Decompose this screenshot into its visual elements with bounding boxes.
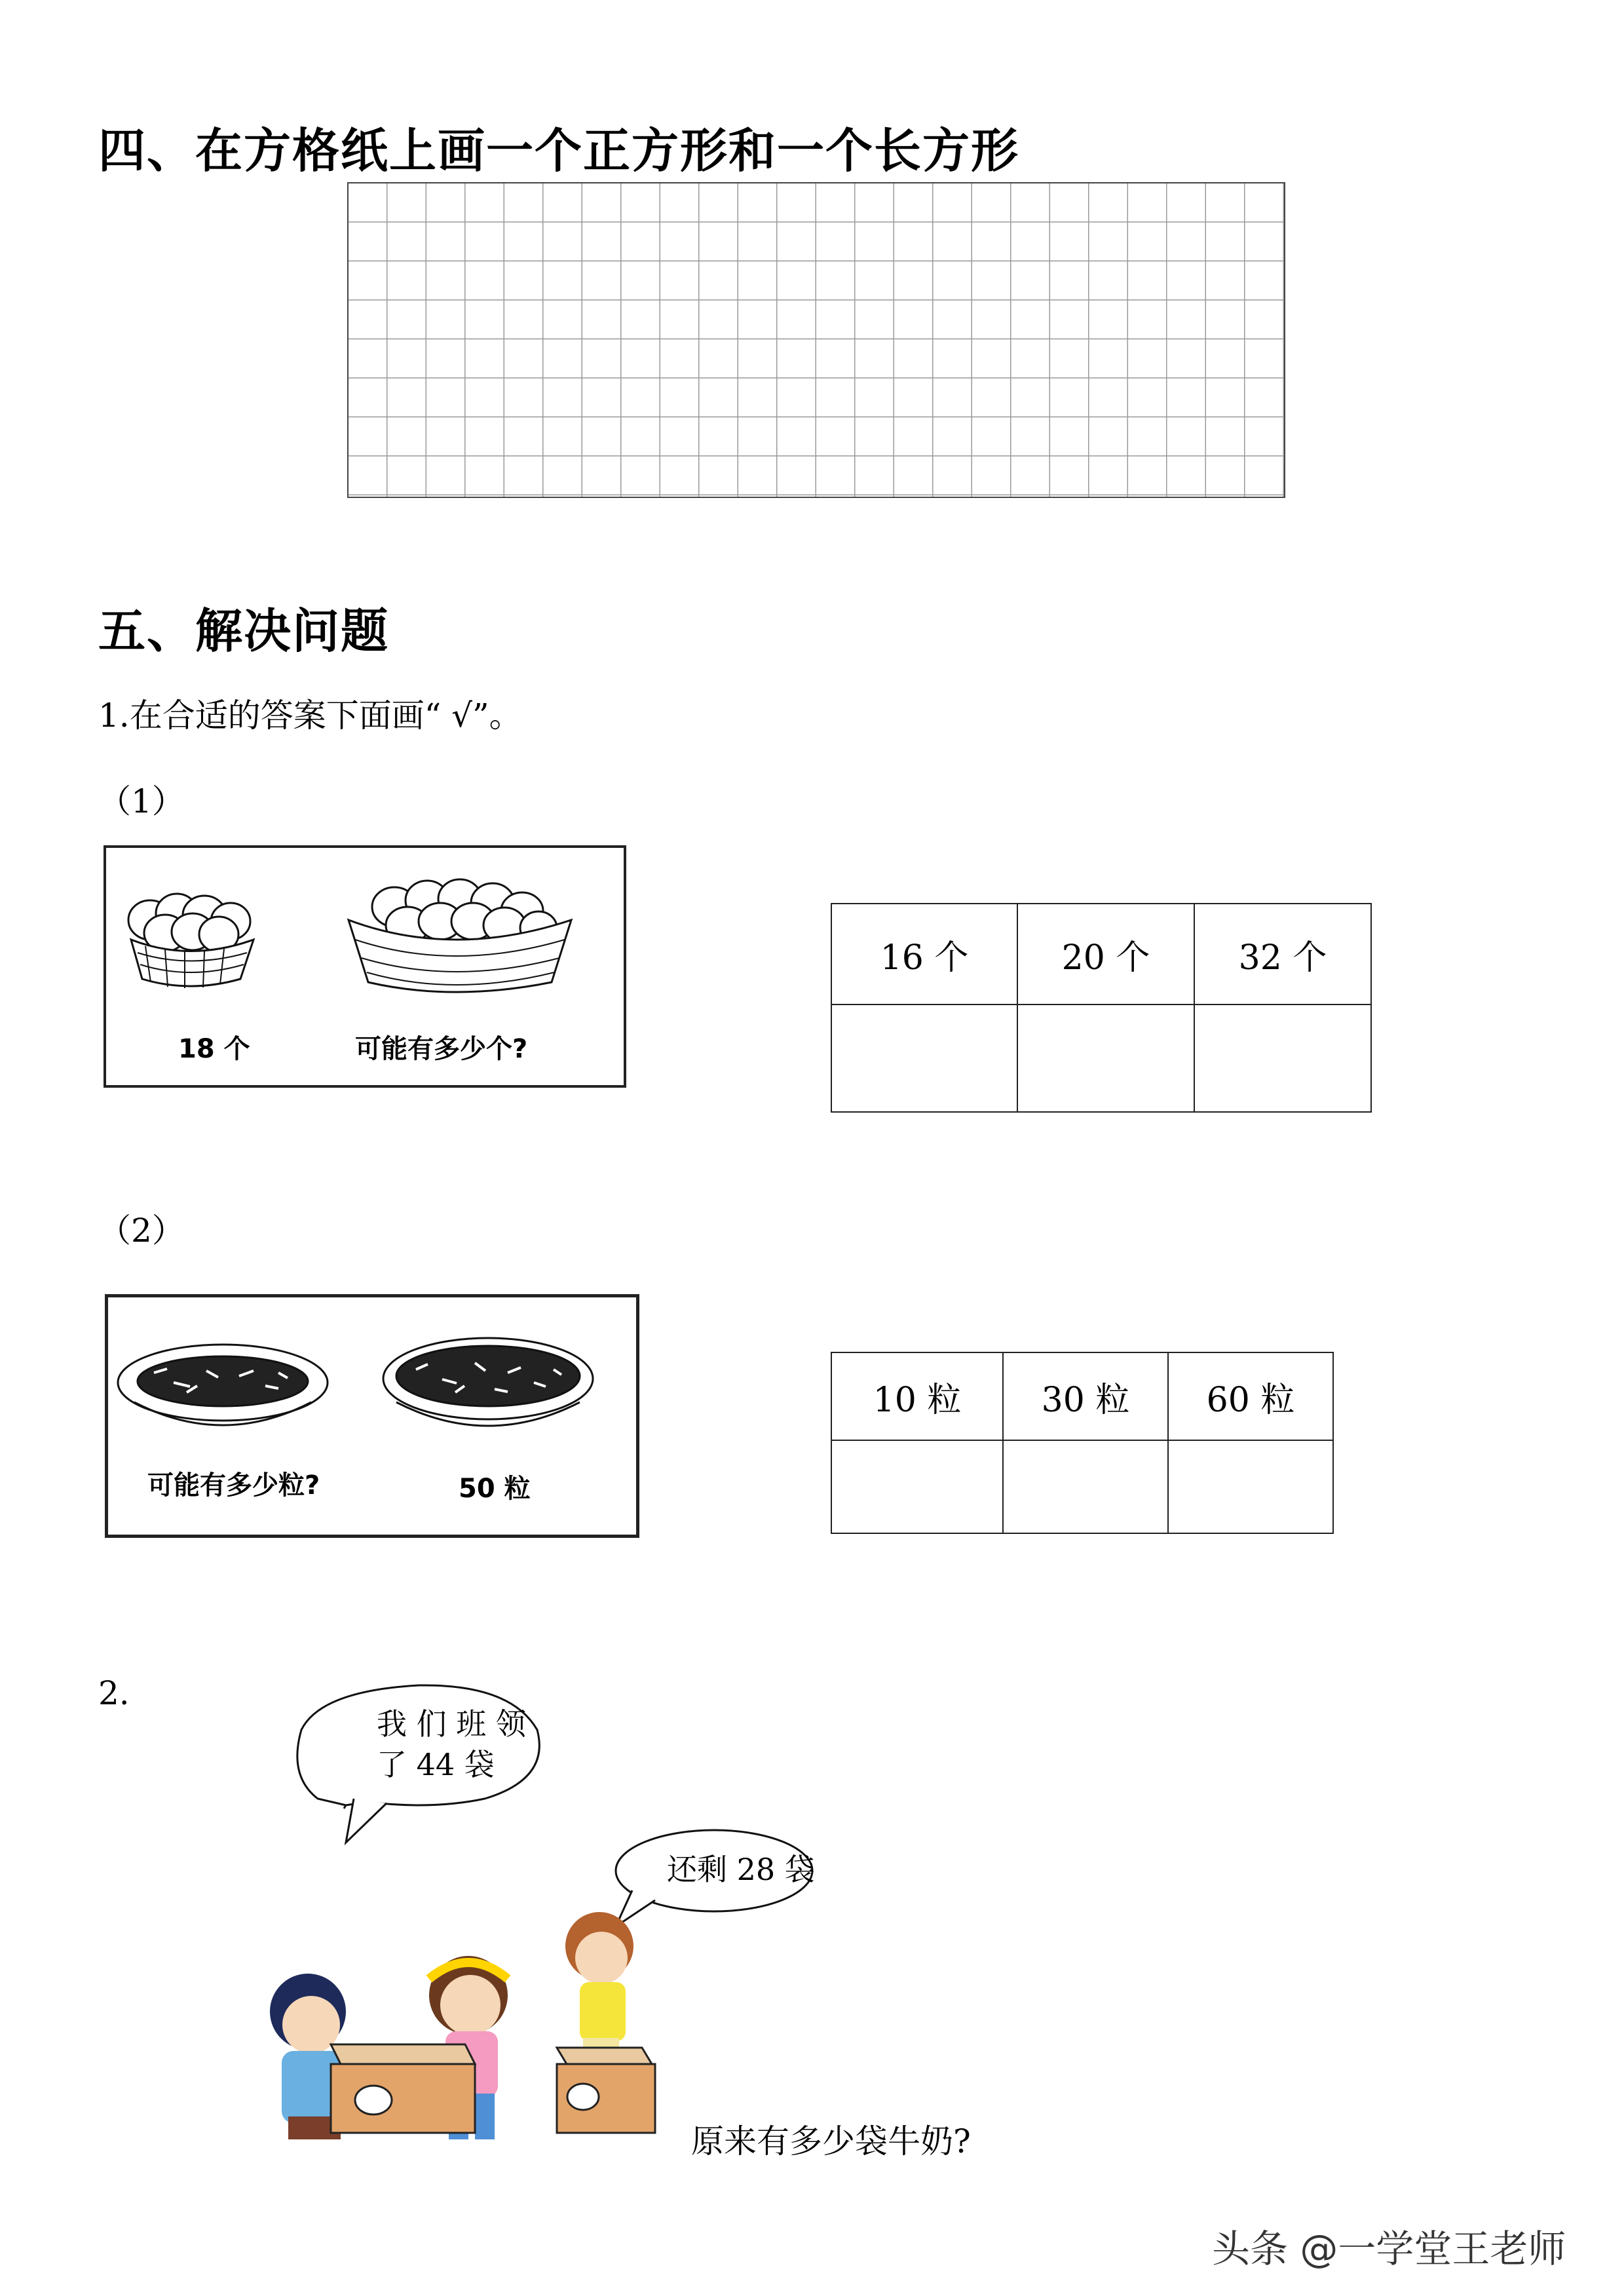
option-cell: 16 个: [831, 904, 1017, 1004]
section5-title: 五、解决问题: [98, 603, 390, 659]
eggs-picture: [104, 845, 626, 1088]
option-cell: 60 粒: [1168, 1352, 1333, 1440]
bubble1-line1: 我 们 班 领: [377, 1706, 526, 1742]
answer-cell[interactable]: [1168, 1440, 1333, 1533]
caption-right-2: 50 粒: [459, 1474, 531, 1504]
section4-title: 四、在方格纸上画一个正方形和一个长方形: [98, 123, 1020, 178]
seeds-picture: [105, 1294, 639, 1538]
q2-question: 原来有多少袋牛奶?: [691, 2122, 971, 2160]
small-basket-icon: [128, 894, 254, 988]
seed-plates-illustration: [108, 1297, 636, 1535]
answer-cell[interactable]: [1003, 1440, 1168, 1533]
egg-baskets-illustration: [106, 848, 624, 1085]
answer-cell[interactable]: [831, 1440, 1003, 1533]
option-cell: 10 粒: [831, 1352, 1003, 1440]
plate-left-icon: [118, 1345, 328, 1425]
caption-left-1: 18 个: [178, 1034, 250, 1064]
bubble1-line2: 了 44 袋: [377, 1747, 495, 1782]
answer-cell[interactable]: [1194, 1004, 1371, 1112]
option-cell: 30 粒: [1003, 1352, 1168, 1440]
watermark: 头条 @一学堂王老师: [1212, 2227, 1566, 2271]
option-cell: 32 个: [1194, 904, 1371, 1004]
part1-label: （1）: [98, 782, 185, 820]
milk-scene-illustration: [249, 1638, 904, 2143]
answer-cell[interactable]: [1017, 1004, 1194, 1112]
caption-left-2: 可能有多少粒?: [147, 1470, 320, 1501]
answer-cell[interactable]: [831, 1004, 1017, 1112]
q2-label: 2.: [98, 1674, 130, 1712]
q1-prompt: 1.在合适的答案下面画“ √”。: [98, 697, 522, 735]
plate-right-icon: [383, 1338, 593, 1426]
caption-right-1: 可能有多少个?: [355, 1034, 528, 1064]
bubble1-text: [377, 1704, 526, 1785]
answer-table-1: [831, 903, 1372, 1113]
bubble2-text: 还剩 28 袋: [667, 1852, 815, 1887]
answer-table-2: [831, 1352, 1334, 1534]
grid-paper: [347, 182, 1285, 498]
part2-label: （2）: [98, 1212, 185, 1250]
option-cell: 20 个: [1017, 904, 1194, 1004]
big-basket-icon: [349, 879, 571, 992]
